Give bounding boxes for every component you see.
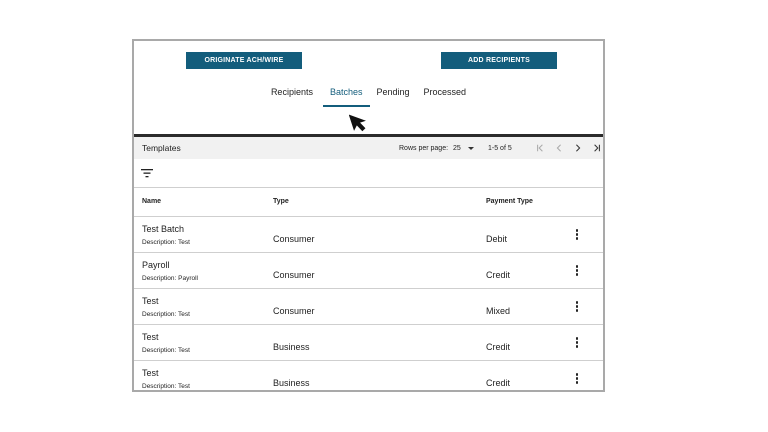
row-type: Business [273,378,310,388]
rows-per-page-select[interactable] [453,145,474,152]
table-row[interactable] [134,325,603,361]
row-name: Test [142,368,159,378]
row-payment-type: Credit [486,378,511,388]
column-header-name[interactable]: Name [142,198,162,205]
app-frame [132,39,605,392]
row-payment-type: Credit [486,270,511,280]
row-payment-type: Debit [486,234,508,244]
row-name: Test [142,332,159,342]
add-recipients-button[interactable]: ADD RECIPIENTS [441,52,557,69]
row-type: Business [273,342,310,352]
filter-row [134,159,603,188]
row-name: Payroll [142,260,170,270]
column-header-type[interactable]: Type [273,198,289,205]
originate-ach-wire-button[interactable]: ORIGINATE ACH/WIRE [186,52,302,69]
column-header-payment-type[interactable]: Payment Type [486,198,533,205]
more-vertical-icon[interactable] [574,229,580,241]
row-description: Description: Test [142,383,190,390]
row-name: Test [142,296,159,306]
rows-per-page-label: Rows per page: [399,144,449,152]
table-row[interactable] [134,217,603,253]
row-type: Consumer [273,306,315,316]
table-row[interactable] [134,361,603,396]
more-vertical-icon[interactable] [574,373,580,385]
row-description: Description: Test [142,239,190,246]
cursor-arrow-icon [349,111,373,135]
filter-icon[interactable] [141,168,153,178]
pagination-range: 1-5 of 5 [488,144,512,152]
table-row[interactable] [134,253,603,289]
row-description: Description: Payroll [142,275,198,282]
table-header [134,188,603,217]
more-vertical-icon[interactable] [574,337,580,349]
tab-recipients[interactable]: Recipients [270,87,313,97]
caret-down-icon [468,147,474,150]
row-payment-type: Mixed [486,306,511,316]
row-type: Consumer [273,234,315,244]
row-description: Description: Test [142,347,190,354]
previous-page-button[interactable] [553,142,565,154]
rows-per-page-value: 25 [453,144,461,152]
row-type: Consumer [273,270,315,280]
table-title: Templates [142,143,181,153]
last-page-icon [593,144,601,152]
tab-batches[interactable]: Batches [323,85,370,107]
chevron-left-icon [555,144,563,152]
row-payment-type: Credit [486,342,511,352]
last-page-button[interactable] [591,142,603,154]
templates-table [134,134,603,390]
chevron-right-icon [574,144,582,152]
next-page-button[interactable] [572,142,584,154]
row-name: Test Batch [142,224,185,234]
tab-bar [134,85,603,107]
more-vertical-icon[interactable] [574,301,580,313]
tab-processed[interactable]: Processed [423,87,467,97]
more-vertical-icon[interactable] [574,265,580,277]
first-page-button[interactable] [534,142,546,154]
row-description: Description: Test [142,311,190,318]
tab-pending[interactable]: Pending [376,87,410,97]
first-page-icon [536,144,544,152]
table-row[interactable] [134,289,603,325]
table-toolbar [134,137,603,159]
